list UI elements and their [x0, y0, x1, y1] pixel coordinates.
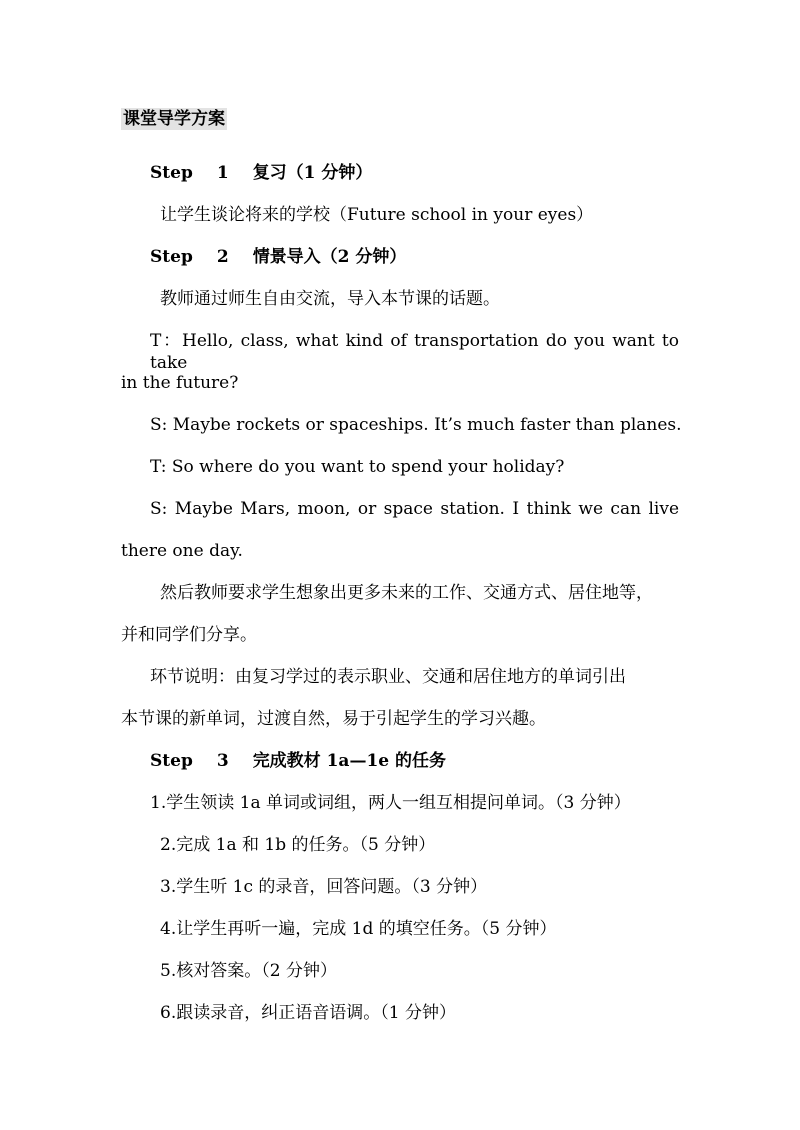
- dialogue-line-4-cont: there one day.: [121, 541, 243, 561]
- step-3-label: Step: [150, 751, 193, 771]
- dialogue-line-2: S: Maybe rockets or spaceships. It’s much faster than planes.: [150, 415, 682, 435]
- paragraph-note-cont: 本节课的新单词，过渡自然，易于引起学生的学习兴趣。: [121, 709, 546, 729]
- step-2-number: 2: [216, 247, 229, 267]
- dialogue-line-3: T: So where do you want to spend your holiday?: [150, 457, 565, 477]
- paragraph-intro: 教师通过师生自由交流，导入本节课的话题。: [160, 289, 500, 309]
- paragraph-imagine-cont: 并和同学们分享。: [121, 625, 257, 645]
- step-2-heading: [150, 246, 406, 268]
- task-item-1: 1.学生领读 1a 单词或词组，两人一组互相提问单词。（3 分钟）: [150, 793, 631, 813]
- task-item-6: 6.跟读录音，纠正语音语调。（1 分钟）: [160, 1003, 456, 1023]
- dialogue-line-1-cont: in the future?: [121, 373, 239, 393]
- step-3-heading: [150, 750, 446, 772]
- dialogue-line-1: T：Hello, class, what kind of transportation do you want to take: [150, 331, 679, 373]
- task-item-3: 3.学生听 1c 的录音，回答问题。（3 分钟）: [160, 877, 488, 897]
- step-2-text: 情景导入（2 分钟）: [252, 247, 407, 267]
- paragraph-note: 环节说明：由复习学过的表示职业、交通和居住地方的单词引出: [150, 667, 626, 687]
- task-item-2: 2.完成 1a 和 1b 的任务。（5 分钟）: [160, 835, 436, 855]
- step-1-number: 1: [216, 163, 229, 183]
- paragraph-review: 让学生谈论将来的学校（Future school in your eyes）: [160, 205, 594, 225]
- task-item-4: 4.让学生再听一遍，完成 1d 的填空任务。（5 分钟）: [160, 919, 557, 939]
- task-item-5: 5.核对答案。（2 分钟）: [160, 961, 337, 981]
- step-1-heading: [150, 162, 372, 184]
- dialogue-line-4: S: Maybe Mars, moon, or space station. I think we can live: [150, 499, 679, 519]
- step-2-label: Step: [150, 247, 193, 267]
- step-1-text: 复习（1 分钟）: [252, 163, 373, 183]
- step-3-text: 完成教材 1a—1e 的任务: [252, 751, 447, 771]
- step-3-number: 3: [216, 751, 229, 771]
- document-title: 课堂导学方案: [123, 109, 225, 129]
- step-1-label: Step: [150, 163, 193, 183]
- paragraph-imagine: 然后教师要求学生想象出更多未来的工作、交通方式、居住地等，: [160, 583, 653, 603]
